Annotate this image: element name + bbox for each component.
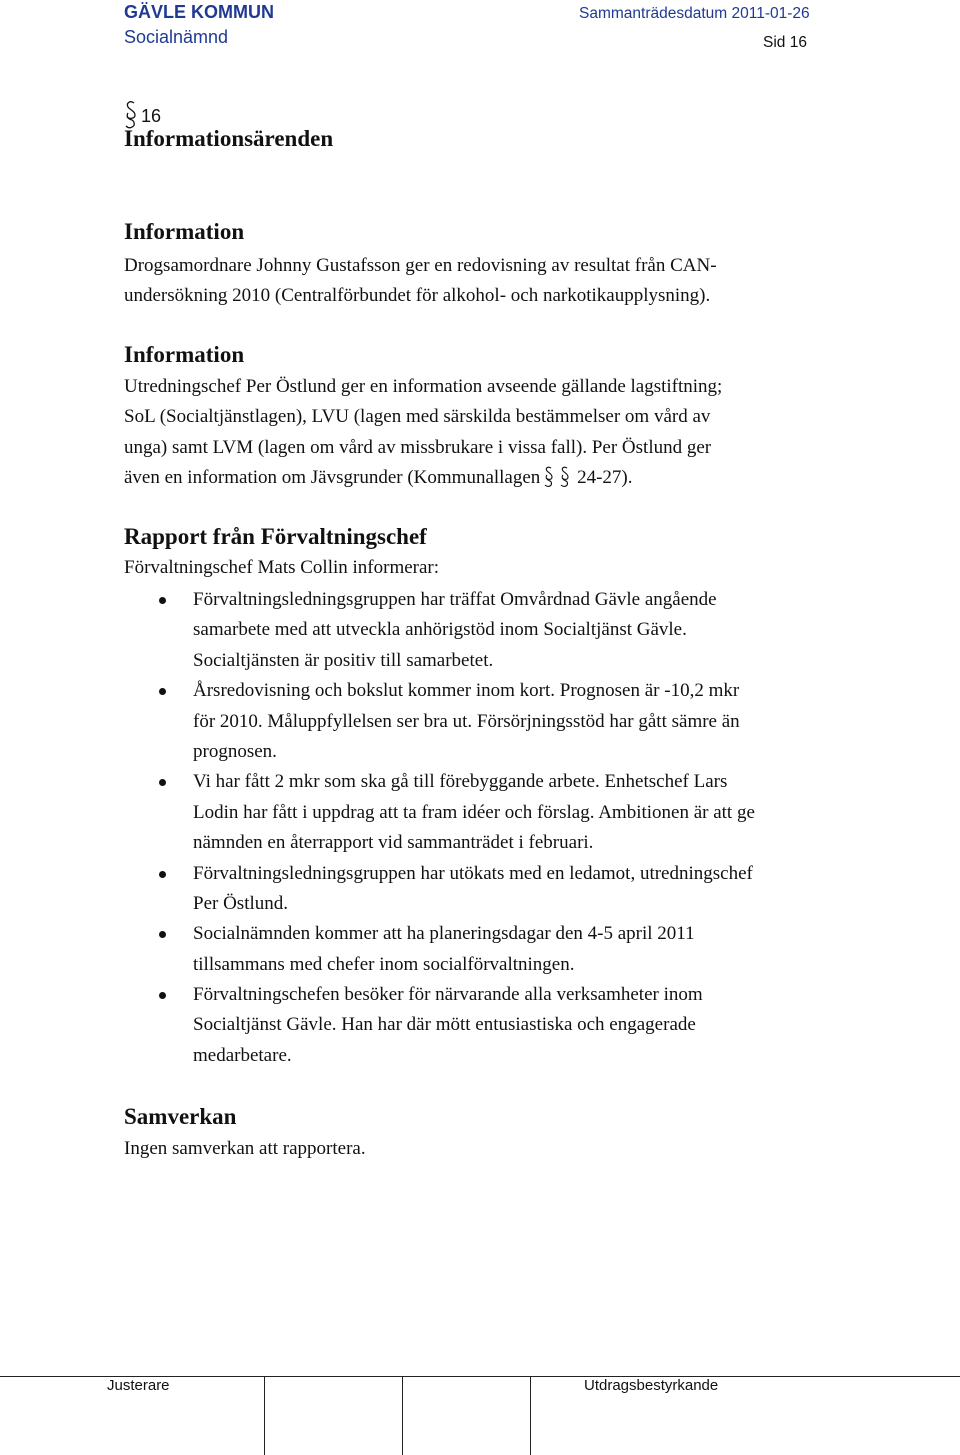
footer-extract-label: Utdragsbestyrkande: [584, 1377, 719, 1394]
body-line: Socialtjänsten är positiv till samarbetet.: [193, 649, 494, 671]
body-line: unga) samt LVM (lagen om vård av missbrukare i vissa fall). Per Östlund ger: [124, 436, 712, 458]
body-line: för 2010. Måluppfyllelsen ser bra ut. Försörjningsstöd har gått sämre än: [193, 710, 740, 732]
section-body-information-2: [124, 372, 824, 494]
body-line: medarbetare.: [193, 1044, 292, 1066]
list-item: [124, 767, 844, 858]
body-line: SoL (Socialtjänstlagen), LVU (lagen med särskilda bestämmelser om vård av: [124, 406, 711, 428]
body-line: Socialtjänst Gävle. Han har där mött entusiastiska och engagerade: [193, 1014, 696, 1036]
paragraph-number: 16: [141, 106, 162, 126]
body-line: Förvaltningsledningsgruppen har träffat Omvårdnad Gävle angående: [193, 589, 717, 610]
meeting-date: Sammanträdesdatum 2011-01-26: [579, 5, 810, 22]
body-line: [124, 463, 824, 493]
section-heading-information-1: Information: [124, 219, 245, 244]
list-item: [124, 676, 844, 767]
bullet-icon: [159, 597, 166, 604]
body-line: Förvaltningsledningsgruppen har utökats med en ledamot, utredningschef: [193, 862, 753, 884]
section-body-information-1: [124, 251, 824, 312]
body-line: Socialnämnden kommer att ha planeringsdagar den 4-5 april 2011: [193, 923, 695, 945]
footer-divider: [530, 1376, 531, 1455]
bullet-icon: [159, 992, 166, 999]
section-heading-rapport: Rapport från Förvaltningschef: [124, 524, 427, 549]
paragraph-title: Informationsärenden: [124, 126, 334, 151]
body-line: Förvaltningschefen besöker för närvarande alla verksamheter inom: [193, 984, 703, 1006]
body-line: Lodin har fått i uppdrag att ta fram idéer och förslag. Ambitionen är att ge: [193, 801, 755, 823]
body-line: prognosen.: [193, 740, 277, 762]
body-line-part: 24-27).: [577, 467, 633, 489]
body-line: tillsammans med chefer inom socialförvaltningen.: [193, 953, 575, 975]
footer-divider: [402, 1376, 403, 1455]
body-line: Per Östlund.: [193, 892, 288, 914]
section-sign-icon: [544, 466, 554, 488]
samverkan-text: Ingen samverkan att rapportera.: [124, 1138, 366, 1159]
list-item: [124, 585, 844, 676]
page-number: Sid 16: [763, 34, 807, 51]
section-sign-icon: [560, 466, 570, 488]
bullet-icon: [159, 779, 166, 786]
body-line: Vi har fått 2 mkr som ska gå till förebyggande arbete. Enhetschef Lars: [193, 771, 728, 793]
organization-name: GÄVLE KOMMUN: [124, 2, 274, 22]
body-line: Drogsamordnare Johnny Gustafsson ger en redovisning av resultat från CAN-: [124, 255, 717, 276]
bullet-icon: [159, 871, 166, 878]
bullet-icon: [159, 688, 166, 695]
footer-adjuster-label: Justerare: [107, 1377, 170, 1394]
body-line: nämnden en återrapport vid sammanträdet i februari.: [193, 832, 594, 854]
section-heading-information-2: Information: [124, 342, 245, 367]
body-line: samarbete med att utveckla anhörigstöd inom Socialtjänst Gävle.: [193, 619, 687, 641]
list-item: [124, 919, 844, 980]
report-intro: Förvaltningschef Mats Collin informerar:: [124, 557, 440, 578]
list-item: [124, 859, 844, 920]
body-line: undersökning 2010 (Centralförbundet för alkohol- och narkotikaupplysning).: [124, 285, 711, 307]
body-line-part: även en information om Jävsgrunder (Kommunallagen: [124, 467, 541, 489]
body-line: Utredningschef Per Östlund ger en information avseende gällande lagstiftning;: [124, 376, 723, 397]
section-heading-samverkan: Samverkan: [124, 1104, 237, 1129]
body-line: Årsredovisning och bokslut kommer inom kort. Prognosen är -10,2 mkr: [193, 680, 740, 702]
report-bullet-list: [124, 585, 844, 1071]
bullet-icon: [159, 931, 166, 938]
list-item: [124, 980, 844, 1071]
footer-divider: [264, 1376, 265, 1455]
department-name: Socialnämnd: [124, 27, 229, 47]
